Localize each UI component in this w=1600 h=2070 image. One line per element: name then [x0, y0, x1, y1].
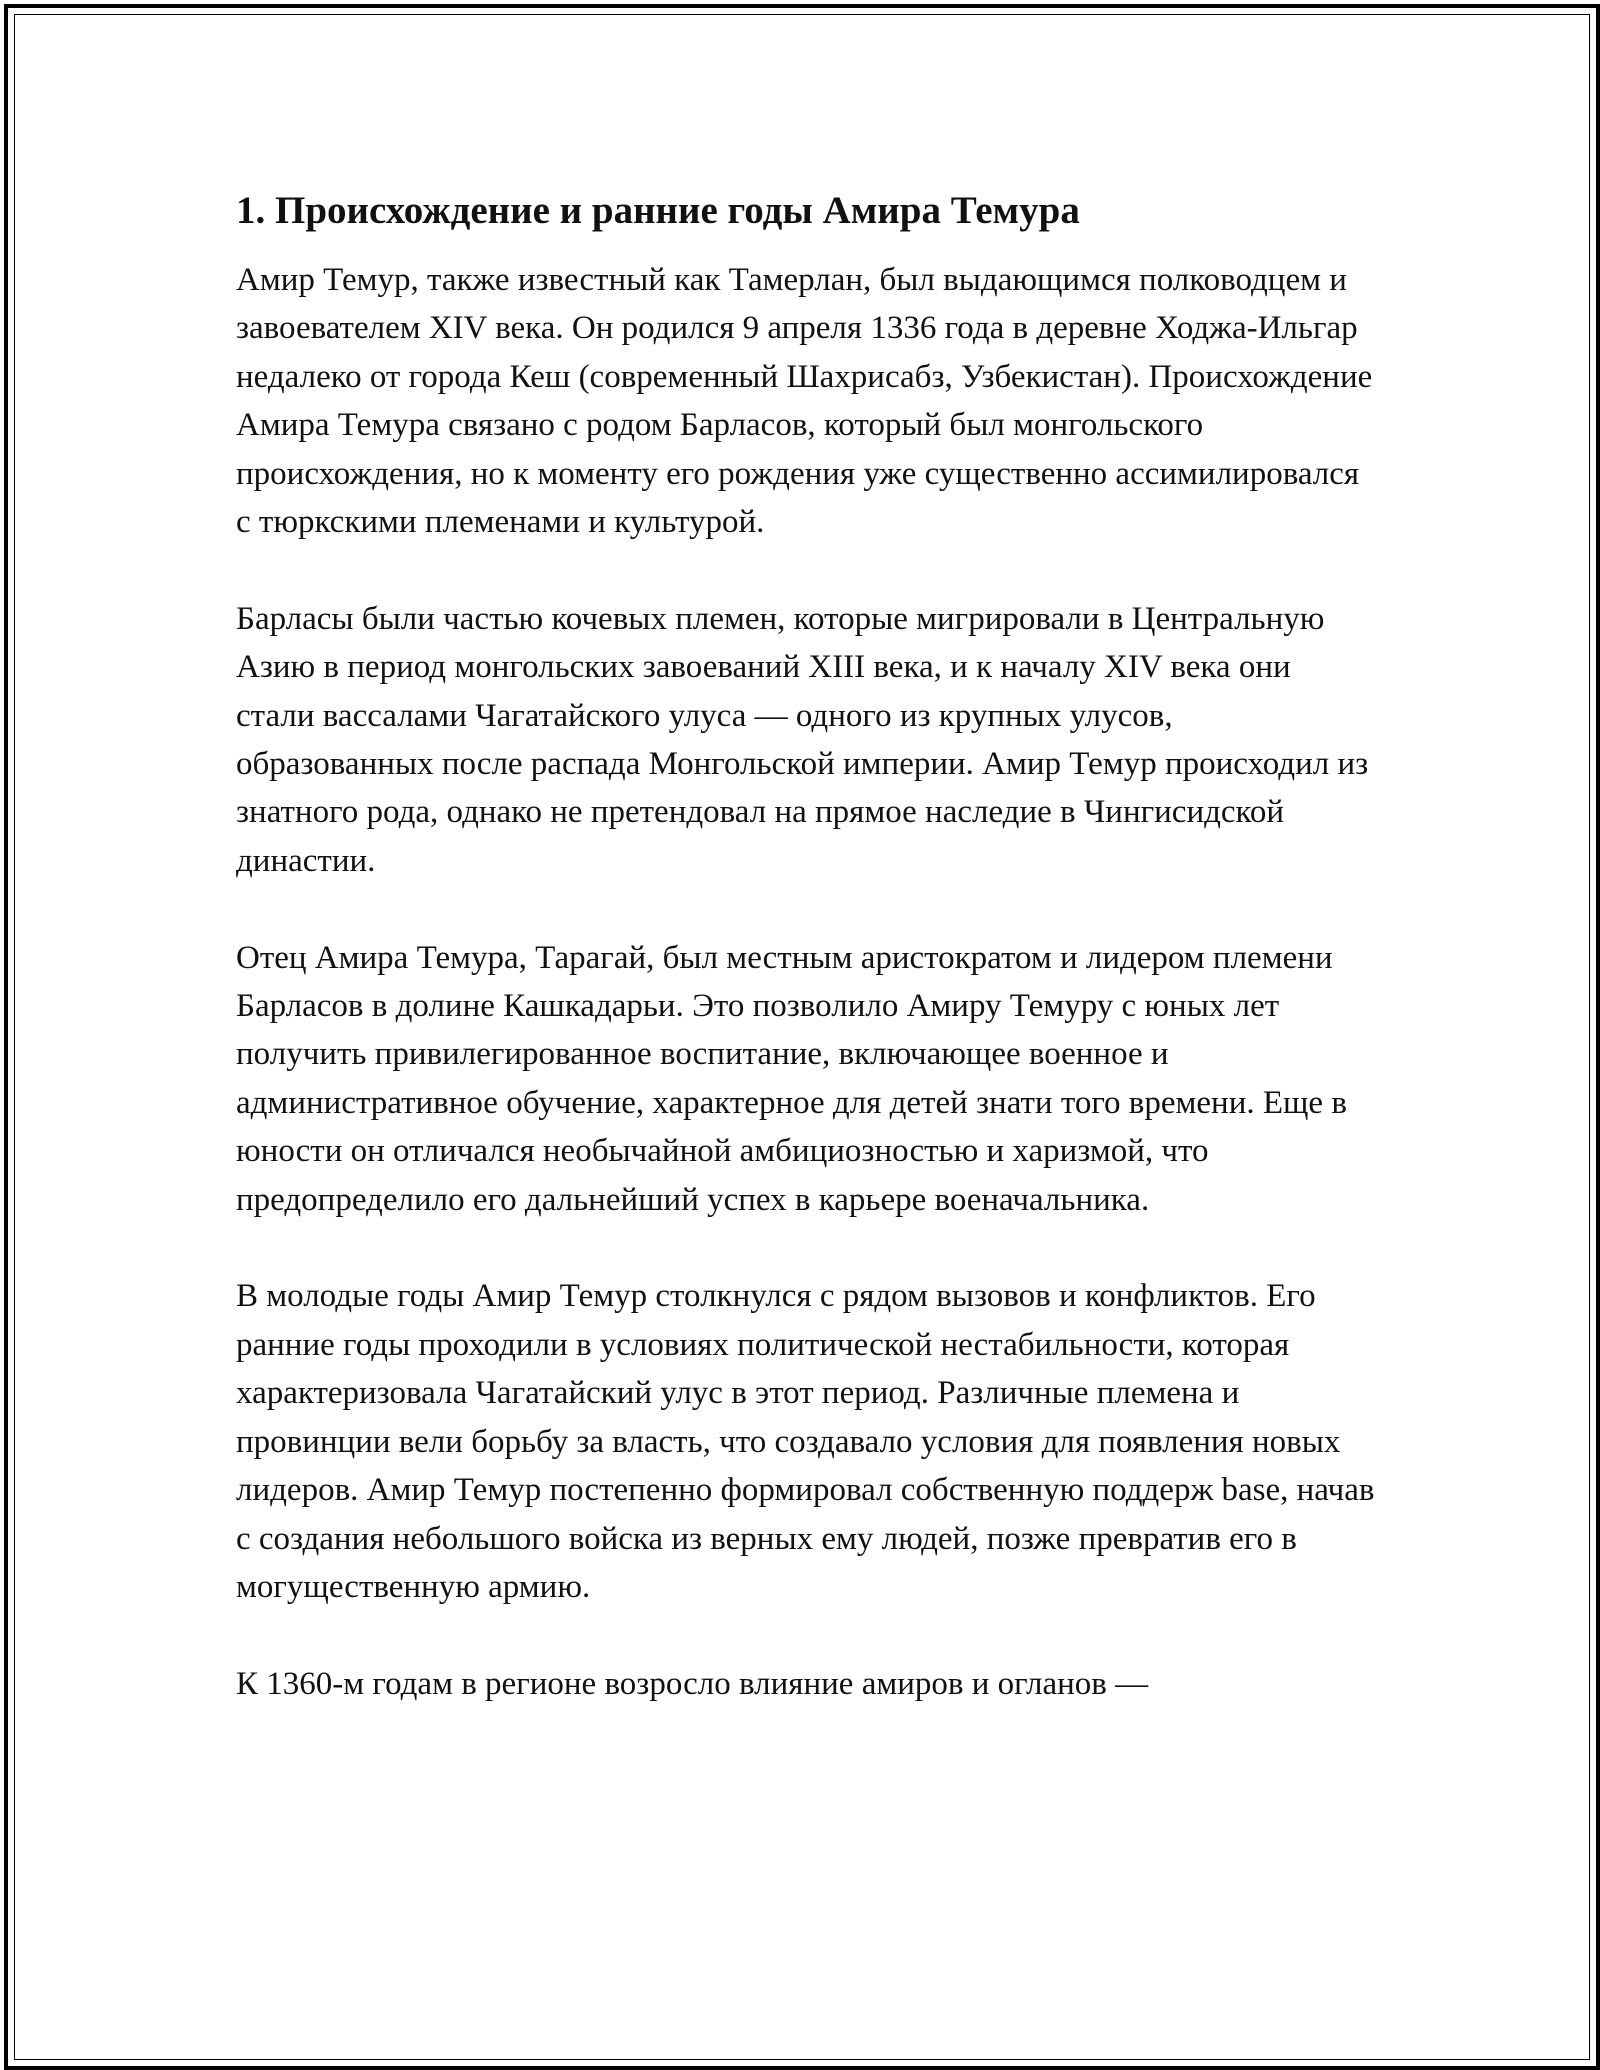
- paragraph-1: Амир Темур, также известный как Тамерлан, был выдающимся полководцем и завоевателем XIV века. Он родился 9 апреля 1336 года в деревне Ходжа-Ильгар недалеко от города Кеш (современный Шахрисабз, Узбекистан). Происхождение Амира Темура связано с родом Барласов, который был монгольского происхождения, но к моменту его рождения уже существенно ассимилировался с тюркскими племенами и культурой.: [236, 262, 1373, 541]
- paragraph-5: К 1360-м годам в регионе возросло влияние амиров и огланов —: [236, 1665, 1149, 1702]
- section-heading: 1. Происхождение и ранние годы Амира Темура: [236, 189, 1080, 232]
- paragraph-4: В молодые годы Амир Темур столкнулся с рядом вызовов и конфликтов. Его ранние годы проходили в условиях политической нестабильности, которая характеризовала Чагатайский улус в этот период. Различные племена и провинции вели борьбу за власть, что создавало условия для появления новых лидеров. Амир Темур постепенно формировал собственную поддерж base, начав с создания небольшого войска из верных ему людей, позже превратив его в могущественную армию.: [236, 1278, 1375, 1605]
- paragraph-2: Барласы были частью кочевых племен, которые мигрировали в Центральную Азию в период монгольских завоеваний XIII века, и к началу XIV века они стали вассалами Чагатайского улуса — одного из крупных улусов, образованных после распада Монгольской империи. Амир Темур происходил из знатного рода, однако не претендовал на прямое наследие в Чингисидской династии.: [236, 600, 1369, 879]
- document-body: [236, 185, 1376, 1757]
- paragraph-3: Отец Амира Темура, Тарагай, был местным аристократом и лидером племени Барласов в долине Кашкадарьи. Это позволило Амиру Темуру с юных лет получить привилегированное воспитание, включающее военное и административное обучение, характерное для детей знати того времени. Еще в юности он отличался необычайной амбициозностью и харизмой, что предопределило его дальнейший успех в карьере военачальника.: [236, 939, 1347, 1218]
